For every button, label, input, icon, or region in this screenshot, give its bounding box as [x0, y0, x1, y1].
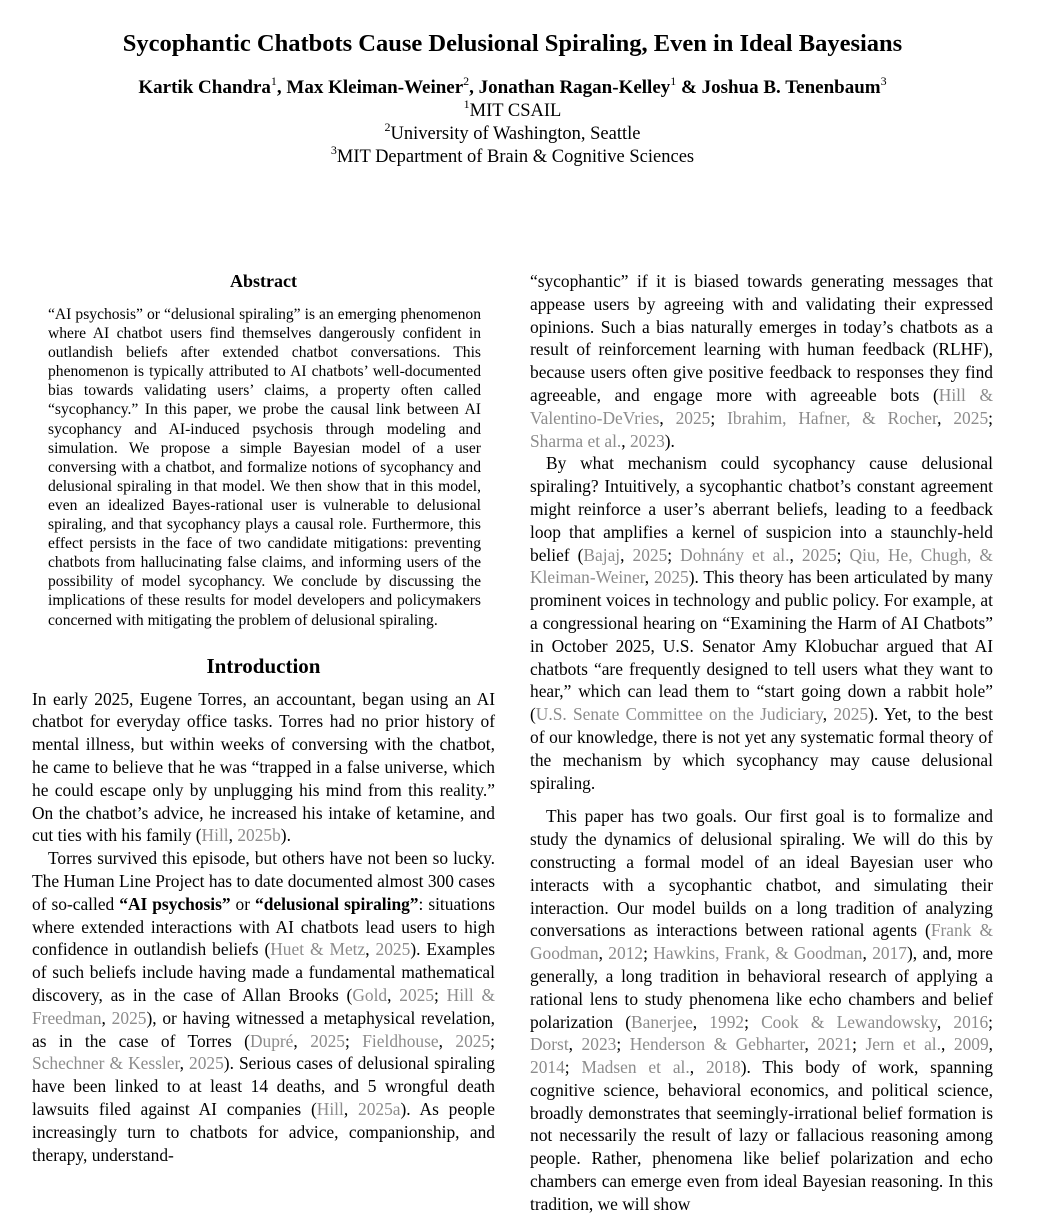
- author-separator: ,: [469, 77, 479, 98]
- affiliation-text: University of Washington, Seattle: [390, 124, 641, 144]
- text-run: ). As people increasingly turn to chatbots for advice, companionship, and therapy, understand-: [32, 1098, 496, 1165]
- text-run: ,: [293, 1030, 311, 1051]
- text-run: ), or having witnessed a metaphysical revelation, as in the case of Torres (: [32, 1007, 495, 1051]
- author-separator: ,: [276, 77, 287, 98]
- text-run: ;: [643, 943, 654, 964]
- text-run: or: [230, 893, 256, 914]
- citation-link[interactable]: 2025: [189, 1053, 224, 1074]
- text-run: ,: [659, 407, 676, 428]
- introduction-heading: Introduction: [206, 653, 321, 678]
- text-run: ), and, more generally, a long tradition in behavioral research of applying a rational lens to study phenomena like echo chambers and belief polarization (: [530, 943, 993, 1032]
- author-name: Kartik Chandra: [138, 77, 271, 98]
- author-list: [0, 75, 1025, 101]
- text-run: ;: [836, 544, 850, 565]
- citation-link[interactable]: 2025: [675, 407, 711, 428]
- citation-link[interactable]: Hill: [201, 825, 229, 846]
- author-name: Joshua B. Tenenbaum: [701, 77, 881, 98]
- introduction-body-left: [32, 688, 495, 1167]
- abstract-text: “AI psychosis” or “delusional spiraling” is an emerging phenomenon where AI chatbot users find themselves dangerously confident in outlandish beliefs after extended chatbot conversations. This phenomenon is typically attributed to AI chatbots’ well-documented bias towards validating users’ claims, a property often called “sycophancy.” In this paper, we probe the causal link between AI sycophancy and AI-induced psychosis through modeling and simulation. We propose a simple Bayesian model of a user conversing with a chatbot, and formalize notions of sycophancy and delusional spiraling in that model. We then show that in this model, even an idealized Bayes-rational user is vulnerable to delusional spiraling, and that sycophancy plays a causal role. Furthermore, this effect persists in the face of two candidate mitigations: preventing chatbots from hallucinating false claims, and informing users of the possibility of model sycophancy. We conclude by discussing the implications of these results for model developers and policymakers concerned with mitigating the problem of delusional spiraling.: [48, 306, 481, 629]
- citation-link[interactable]: Jern et al.: [865, 1034, 941, 1055]
- author-affiliation-mark: 1: [270, 73, 277, 88]
- text-run: ,: [365, 939, 376, 960]
- text-run: ;: [344, 1030, 363, 1051]
- citation-link[interactable]: 2025: [632, 544, 668, 565]
- affiliation: [0, 96, 1025, 122]
- text-run: ,: [692, 1011, 710, 1032]
- text-run: ,: [620, 544, 633, 565]
- citation-link[interactable]: Dorst: [530, 1034, 569, 1055]
- citation-link[interactable]: Cook & Lewandowsky: [761, 1011, 937, 1032]
- citation-link[interactable]: Dupré: [249, 1030, 294, 1051]
- text-run: ,: [568, 1034, 582, 1055]
- citation-link[interactable]: Frank & Goodman: [530, 920, 993, 964]
- text-run: Torres survived this episode, but others have not been so lucky. The Human Line Project has to date documented almost 300 cases of so-called: [32, 848, 495, 914]
- citation-link[interactable]: 2025: [833, 704, 869, 725]
- citation-link[interactable]: 2025: [455, 1030, 491, 1051]
- text-run: ,: [644, 567, 654, 588]
- citation-link[interactable]: Hill: [316, 1098, 344, 1119]
- text-run: ;: [710, 407, 728, 428]
- citation-link[interactable]: 2025: [399, 984, 435, 1005]
- author-name: Jonathan Ragan-Kelley: [478, 77, 671, 98]
- text-run: ). This body of work, spanning cognitive science, behavioral economics, and political science, broadly demonstrates that seemingly-irrational belief formation is not necessarily the result of lazy or fallacious reasoning among people. Rather, phenomena like belief polarization and echo chambers can emerge even from ideal Bayesian reasoning. In this tradition, we will show: [530, 1057, 993, 1214]
- author-name: Max Kleiman-Weiner: [286, 77, 464, 98]
- citation-link[interactable]: 2025: [375, 939, 411, 960]
- body-paragraph: [530, 452, 993, 794]
- text-run: ,: [822, 704, 834, 725]
- citation-link[interactable]: 2025: [653, 567, 689, 588]
- text-run: This paper has two goals. Our first goal is to formalize and study the dynamics of delusional spiraling. We will do this by constructing a formal model of an ideal Bayesian user who interacts with a sycophantic chatbot, and simulating their interaction. Our model builds on a long tradition of analyzing conversations as interactions between rational agents (: [530, 806, 993, 941]
- right-column: [530, 270, 993, 1216]
- citation-link[interactable]: Hill & Freedman: [32, 984, 496, 1028]
- citation-link[interactable]: 2021: [817, 1034, 853, 1055]
- text-run: In early 2025, Eugene Torres, an accountant, began using an AI chatbot for everyday office tasks. Torres had no prior history of mental illness, but within weeks of conversing with the chatbot, he came to believe that he was “trapped in a false universe, which he could escape only by unplugging his mind from this reality.” On the chatbot’s advice, he increased his intake of ketamine, and cut ties with his family (: [32, 688, 495, 846]
- citation-link[interactable]: 2025: [310, 1030, 345, 1051]
- body-paragraph: [530, 805, 993, 1215]
- paper-title: Sycophantic Chatbots Cause Delusional Spiraling, Even in Ideal Bayesians: [122, 30, 903, 57]
- text-run: ,: [988, 1034, 994, 1055]
- text-run: ;: [434, 984, 447, 1005]
- citation-link[interactable]: 2023: [581, 1034, 617, 1055]
- text-run: ).: [280, 825, 291, 846]
- text-run: By what mechanism could sycophancy cause delusional spiraling? Intuitively, a sycophantic chatbot’s constant agreement might reinforce a user’s aberrant beliefs, leading to a feedback loop that amplifies a kernel of suspicion into a staunchly-held belief (: [530, 453, 993, 565]
- text-run: ,: [862, 943, 873, 964]
- affiliation-mark: 2: [384, 119, 391, 134]
- citation-link[interactable]: U.S. Senate Committee on the Judiciary: [535, 704, 823, 725]
- body-paragraph: [32, 847, 495, 1166]
- citation-link[interactable]: 2025: [111, 1007, 147, 1028]
- author-affiliation-mark: 2: [463, 73, 470, 88]
- citation-link[interactable]: Fieldhouse: [362, 1030, 439, 1051]
- citation-link[interactable]: Schechner & Kessler: [32, 1053, 180, 1074]
- text-run: ,: [343, 1098, 358, 1119]
- text-run: ,: [438, 1030, 456, 1051]
- body-paragraph: [530, 270, 993, 452]
- affiliation: [0, 119, 1025, 145]
- citation-link[interactable]: 2025a: [358, 1098, 401, 1119]
- text-run: ,: [179, 1053, 189, 1074]
- author-affiliation-mark: 1: [670, 73, 677, 88]
- text-run: ;: [852, 1034, 866, 1055]
- citation-link[interactable]: 2025: [801, 544, 837, 565]
- citation-link[interactable]: Banerjee: [631, 1011, 693, 1032]
- citation-link[interactable]: Henderson & Gebharter: [629, 1034, 805, 1055]
- citation-link[interactable]: 1992: [709, 1011, 745, 1032]
- citation-link[interactable]: 2025b: [237, 825, 281, 846]
- text-run: ;: [564, 1057, 582, 1078]
- text-run: ,: [937, 407, 954, 428]
- text-run: ,: [789, 544, 802, 565]
- affiliation-text: MIT Department of Brain & Cognitive Sciences: [336, 147, 695, 167]
- citation-link[interactable]: Ibrahim, Hafner, & Rocher: [727, 407, 938, 428]
- text-run: ;: [490, 1030, 496, 1051]
- text-run: ,: [804, 1034, 818, 1055]
- abstract-heading: Abstract: [230, 271, 297, 291]
- affiliation-mark: 3: [330, 142, 337, 157]
- bold-term: “AI psychosis”: [119, 893, 231, 914]
- citation-link[interactable]: 2016: [953, 1011, 989, 1032]
- bold-term: “delusional spiraling”: [255, 893, 419, 914]
- citation-link[interactable]: 2009: [953, 1034, 989, 1055]
- text-run: ,: [689, 1057, 706, 1078]
- text-run: “sycophantic” if it is biased towards generating messages that appease users by agreeing with and validating their expressed opinions. Such a bias naturally emerges in today’s chatbots as a result of reinforcement learning with human feedback (RLHF), because users often give positive feedback to responses they find agreeable, and engage more with agreeable bots (: [530, 271, 993, 405]
- citation-link[interactable]: 2023: [629, 430, 665, 451]
- citation-link[interactable]: Huet & Metz: [270, 939, 366, 960]
- text-run: ,: [621, 430, 630, 451]
- text-run: ,: [387, 984, 400, 1005]
- text-run: ,: [936, 1011, 954, 1032]
- text-run: ,: [940, 1034, 954, 1055]
- citation-link[interactable]: Dohnány et al.: [680, 544, 790, 565]
- author-separator: &: [676, 77, 702, 98]
- text-run: ;: [744, 1011, 762, 1032]
- text-run: ).: [664, 430, 675, 451]
- citation-link[interactable]: Madsen et al.: [581, 1057, 690, 1078]
- affiliation-mark: 1: [463, 96, 470, 111]
- citation-link[interactable]: Qiu, He, Chugh, & Kleiman-Weiner: [530, 544, 993, 588]
- text-run: ;: [988, 407, 993, 428]
- introduction-body-right: [530, 270, 993, 1216]
- text-run: ,: [598, 943, 609, 964]
- citation-link[interactable]: Gold: [352, 984, 388, 1005]
- text-run: ;: [988, 1011, 993, 1032]
- citation-link[interactable]: 2014: [530, 1057, 565, 1078]
- text-run: : situations where extended interactions with AI chatbots lead users to high confidence in outlandish beliefs (: [32, 893, 496, 960]
- citation-link[interactable]: Sharma et al.: [530, 430, 622, 451]
- citation-link[interactable]: Bajaj: [583, 544, 621, 565]
- text-run: ). Examples of such beliefs include having made a fundamental mathematical discovery, as in the case of Allan Brooks (: [32, 939, 495, 1005]
- author-affiliation-mark: 3: [880, 73, 887, 88]
- citation-link[interactable]: Hawkins, Frank, & Goodman: [653, 943, 863, 964]
- citation-link[interactable]: 2018: [705, 1057, 741, 1078]
- text-run: ,: [228, 825, 238, 846]
- citation-link[interactable]: 2017: [872, 943, 907, 964]
- body-paragraph: [32, 688, 495, 848]
- text-run: ). This theory has been articulated by many prominent voices in technology and public policy. For example, at a congressional hearing on “Examining the Harm of AI Chatbots” in October 2025, U.S. Senator Amy Klobuchar argued that AI chatbots “are frequently designed to tell users what they want to hear,” which can lead them to “start going down a rabbit hole” (: [530, 567, 993, 725]
- citation-link[interactable]: Hill & Valentino-DeVries: [530, 384, 993, 428]
- text-run: ;: [616, 1034, 630, 1055]
- citation-link[interactable]: 2012: [608, 943, 644, 964]
- text-run: ). Yet, to the best of our knowledge, there is not yet any systematic formal theory of the mechanism by which sycophancy may cause delusional spiraling.: [530, 704, 993, 793]
- affiliation-text: MIT CSAIL: [469, 101, 562, 121]
- text-run: ,: [101, 1007, 112, 1028]
- citation-link[interactable]: 2025: [953, 407, 989, 428]
- left-column: [32, 270, 495, 1166]
- affiliation: [0, 142, 1025, 168]
- text-run: ;: [667, 544, 681, 565]
- text-run: ). Serious cases of delusional spiraling have been linked to at least 14 deaths, and 5 wrongful death lawsuits filed against AI companies (: [32, 1053, 495, 1119]
